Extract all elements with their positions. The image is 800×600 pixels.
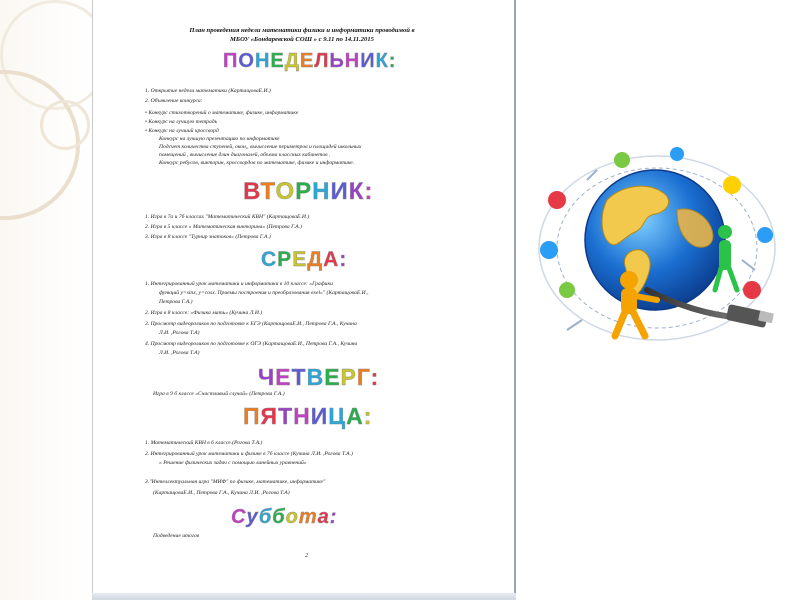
list-item: 3. Игра в 8 классе "Турнир знатоков» (Петрова Г.А.) bbox=[145, 234, 271, 240]
text-line: Подведение итогов bbox=[153, 533, 200, 539]
document-page bbox=[92, 0, 516, 600]
heading-wednesday: СРЕДА: bbox=[261, 248, 348, 271]
bullet-item: • Конкурс на лучший кроссворд bbox=[145, 128, 219, 134]
list-item: 1. Игра в 7а и 7б классах "Математический КВН" (КартащоваЕ.И.) bbox=[145, 214, 310, 220]
text-line: Подсчет количества ступеней, окон,, вычисление периметров и площадей школьных bbox=[159, 144, 362, 150]
list-item: 3. Просмотр видеороликов по подготовке к ЕГЭ (КартащоваЕ.И., Петрова Г.А., Кучина bbox=[145, 321, 357, 327]
list-item: 3."Интеллектуальная игра "МИФ" по физике, математике, информатике" bbox=[145, 479, 326, 485]
text-line: Игра в 9 б классе «Счастливый случай» (Петрова Г.А.) bbox=[153, 391, 285, 397]
text-line: помещений , вычисление длин диагоналей, объема классных кабинетов . bbox=[159, 152, 331, 158]
heading-tuesday: ВТОРНИК: bbox=[243, 178, 374, 205]
title-line: План проведения недели математики физики и информатики проводимой в bbox=[189, 27, 415, 34]
page-number: 2 bbox=[305, 553, 308, 559]
list-item: 2. Игра в 8 классе: «Физика мать» (Кучина Л.И.) bbox=[145, 310, 263, 316]
text-line: Конкурс ребусов, викторин, кроссвордов по математике, физике и информатике. bbox=[159, 160, 355, 166]
list-item: 4. Просмотр видеороликов по подготовке к ОГЭ (КартащоваЕ.И., Петрова Г.А., Кучина bbox=[145, 341, 358, 347]
text-line: Петрова Г.А.) bbox=[159, 299, 193, 305]
list-item: 1. Математический КВН в 6 классе.(Рогова Т.А.) bbox=[145, 440, 263, 446]
text-line: « Решение физических задач с помощью линейных уравнений» bbox=[159, 460, 307, 466]
decorative-ring bbox=[40, 100, 90, 150]
text-line: Л.И. ,Рогова Т.А) bbox=[159, 330, 200, 336]
heading-monday: ПОНЕДЕЛЬНИК: bbox=[223, 50, 397, 72]
list-item: 1. Открытие недели математики (КартащоваЕ.И.) bbox=[145, 88, 271, 94]
heading-saturday: Суббота: bbox=[231, 506, 338, 528]
bullet-item: • Конкурс на лучшую тетрадь bbox=[145, 119, 218, 125]
title-line: МБОУ «Бондаревской СОШ » с 9.11 по 14.11.2015 bbox=[230, 36, 374, 43]
heading-thursday: ЧЕТВЕРГ: bbox=[258, 364, 380, 390]
list-item: 2. Объявление конкурса: bbox=[145, 98, 203, 104]
globe-icon bbox=[527, 140, 789, 355]
list-item: 2. Интегрированный урок математики и физике в 7б классе (Кучина Л.И. ,Рогова Т.А.) bbox=[145, 451, 353, 457]
heading-friday: ПЯТНИЦА: bbox=[243, 403, 373, 429]
text-line: (КартащоваЕ.И., Петрова Г.А., Кучина Л.И. ,Рогова Т.А) bbox=[153, 490, 290, 496]
document-bottom-edge bbox=[92, 593, 516, 600]
text-line: функций y=sinx, y=cosx. Приемы построения и преобразования еxеl»" (КартащоваЕ.И., bbox=[159, 290, 369, 296]
globe-illustration bbox=[527, 140, 789, 355]
list-item: 2. Игра в 5 классе « Математическая викторина» (Петрова Г.А.) bbox=[145, 224, 302, 230]
text-line: Конкурс на лучшую презентацию по информатике bbox=[159, 136, 280, 142]
list-item: 1. Интегрированный урок математики и информатики в 10 классе: «Графики bbox=[145, 281, 333, 287]
document-title bbox=[117, 26, 487, 44]
text-line: Л.И. ,Рогова Т.А) bbox=[159, 350, 200, 356]
bullet-item: • Конкурс стихотворений о математике, физике, информатике bbox=[145, 110, 299, 116]
